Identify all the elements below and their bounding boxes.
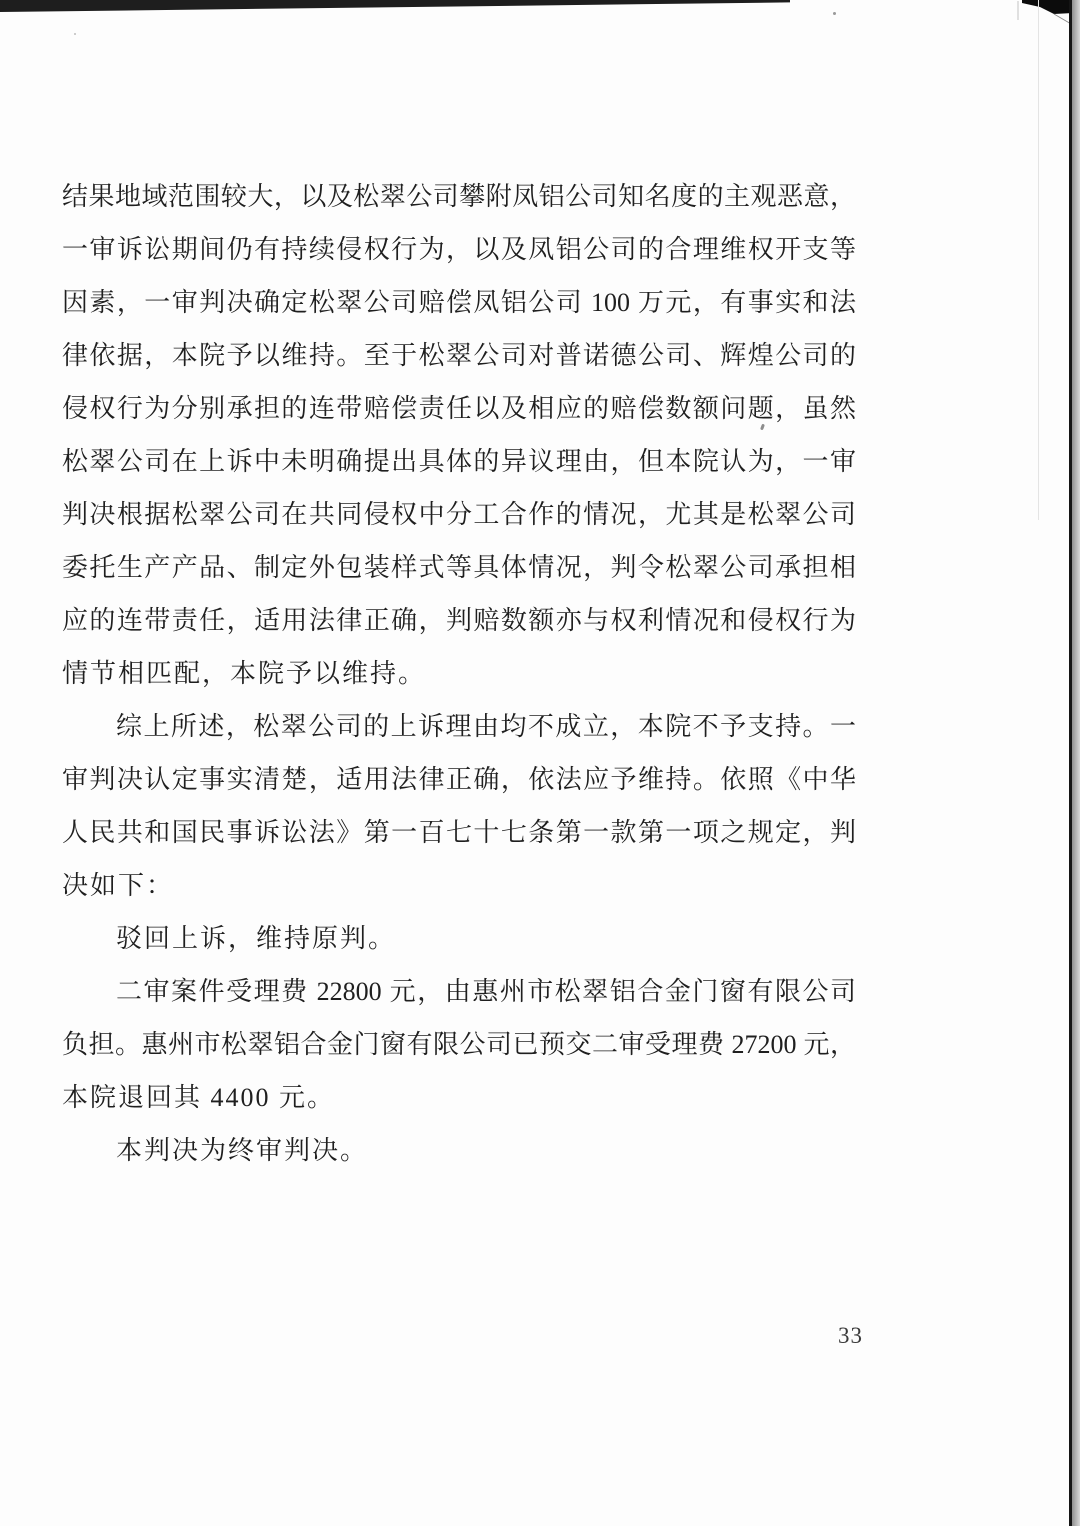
text-line: 驳回上诉，维持原判。 [116,924,397,953]
scan-artifact-page-edge-line [1069,0,1072,1526]
text-line: 侵权行为分别承担的连带赔偿责任以及相应的赔偿数额问题，虽然 [62,394,856,423]
text-line: 人民共和国民事诉讼法》第一百七十七条第一款第一项之规定，判 [62,818,856,847]
text-line: 负担。惠州市松翠铝合金门窗有限公司已预交二审受理费 27200 元， [62,1030,856,1059]
text-line: 审判决认定事实清楚，适用法律正确，依法应予维持。依照《中华 [62,765,856,794]
text-line: 因素，一审判决确定松翠公司赔偿凤铝公司 100 万元，有事实和法 [62,288,856,317]
judgment-text-block [62,170,856,1177]
scan-artifact-faint-line [1038,0,1039,520]
text-line: 情节相匹配，本院予以维持。 [62,659,427,688]
text-line: 判决根据松翠公司在共同侵权中分工合作的情况，尤其是松翠公司 [62,500,856,529]
scan-speck [74,33,76,35]
text-line: 本判决为终审判决。 [116,1136,369,1165]
scan-artifact-page-edge-shadow [1072,0,1080,1526]
text-line: 律依据，本院予以维持。至于松翠公司对普诺德公司、辉煌公司的 [62,341,856,370]
text-line: 结果地域范围较大，以及松翠公司攀附凤铝公司知名度的主观恶意， [62,182,856,211]
scan-speck [833,12,836,15]
text-line: 二审案件受理费 22800 元，由惠州市松翠铝合金门窗有限公司 [116,977,856,1006]
page-number: 33 [838,1323,863,1348]
text-line: 综上所述，松翠公司的上诉理由均不成立，本院不予支持。一 [116,712,856,741]
text-line: 应的连带责任，适用法律正确，判赔数额亦与权利情况和侵权行为 [62,606,856,635]
text-line: 委托生产产品、制定外包装样式等具体情况，判令松翠公司承担相 [62,553,856,582]
scan-artifact-top-bar [0,0,790,12]
text-line: 一审诉讼期间仍有持续侵权行为，以及凤铝公司的合理维权开支等 [62,235,856,264]
text-line: 决如下： [62,871,175,900]
text-line: 本院退回其 4400 元。 [62,1083,336,1112]
text-line: 松翠公司在上诉中未明确提出具体的异议理由，但本院认为，一审 [62,447,856,476]
